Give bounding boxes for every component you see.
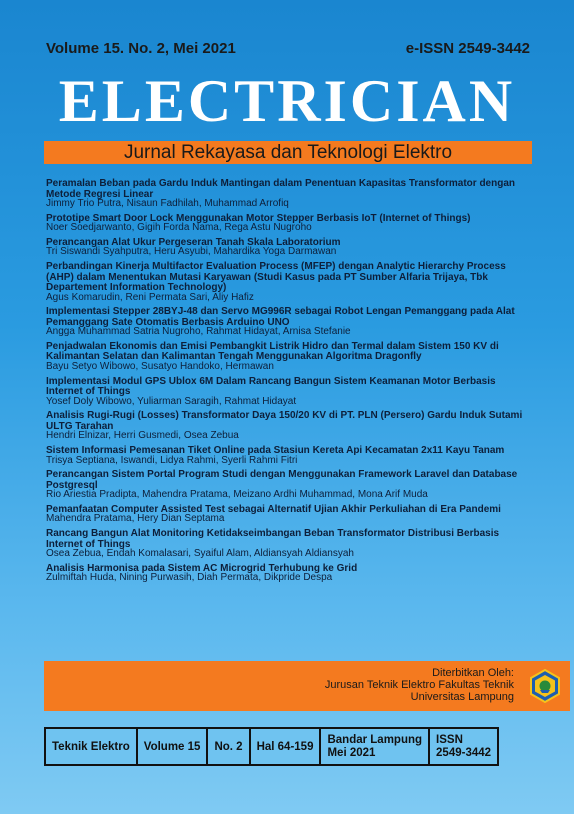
volume-info: Volume 15. No. 2, Mei 2021	[46, 40, 236, 57]
article-authors: Bayu Setyo Wibowo, Susatyo Handoko, Hermawan	[46, 360, 274, 372]
article-title: Prototipe Smart Door Lock Menggunakan Motor Stepper Berbasis IoT (Internet of Things)	[46, 212, 471, 224]
article-title: Implementasi Stepper 28BYJ-48 dan Servo MG996R sebagai Robot Lengan Pemanggang pada Alat Pemanggang Sate Otomatis Berbasis Arduino UNO	[46, 306, 515, 328]
article-item	[46, 377, 530, 408]
article-item	[46, 505, 530, 525]
article-authors: Tri Siswandi Syahputra, Heru Asyubi, Mahardika Yoga Darmawan	[46, 246, 337, 258]
article-item	[46, 179, 530, 210]
info-city: Bandar Lampung	[327, 733, 423, 746]
article-title: Sistem Informasi Pemesanan Tiket Online pada Stasiun Kereta Api Kecamatan 2x11 Kayu Tanam	[46, 445, 505, 456]
article-title: Implementasi Modul GPS Ublox 6M Dalam Rancang Bangun Sistem Keamanan Motor Berbasis Internet of Things	[46, 375, 496, 398]
article-item	[46, 307, 530, 338]
article-title: Perbandingan Kinerja Multifactor Evaluation Process (MFEP) dengan Analytic Hierarchy Process (AHP) dalam Menentukan Mutasi Karyawan (Studi Kasus pada PT Sumber Alfaria Trijaya, Tbk Departement Information Technology)	[46, 261, 506, 294]
article-item	[46, 238, 530, 258]
journal-subtitle: Jurnal Rekayasa dan Teknologi Elektro	[44, 141, 532, 164]
info-date: Mei 2021	[327, 746, 376, 759]
article-item	[46, 411, 530, 442]
article-authors: Hendri Elnizar, Herri Gusmedi, Osea Zebua	[46, 430, 239, 442]
article-title: Analisis Harmonisa pada Sistem AC Microgrid Terhubung ke Grid	[46, 562, 358, 574]
info-place-date	[320, 728, 429, 765]
info-issn-label: ISSN	[436, 733, 463, 746]
info-department: Teknik Elektro	[45, 728, 137, 765]
article-title: Perancangan Alat Ukur Pergeseran Tanah Skala Laboratorium	[46, 236, 341, 248]
article-title: Perancangan Sistem Portal Program Studi dengan Menggunakan Framework Laravel dan Database Postgresql	[46, 469, 518, 491]
article-authors: Mahendra Pratama, Hery Dian Septama	[46, 513, 225, 525]
article-item	[46, 446, 530, 466]
article-item	[46, 564, 530, 584]
article-authors: Yosef Doly Wibowo, Yuliarman Saragih, Rahmat Hidayat	[46, 395, 297, 407]
article-title: Analisis Rugi-Rugi (Losses) Transformator Daya 150/20 KV di PT. PLN (Persero) Gardu Induk Sutami ULTG Tarahan	[46, 410, 523, 432]
university-seal-icon	[528, 669, 562, 703]
article-item	[46, 342, 530, 373]
issn-info: e-ISSN 2549-3442	[405, 40, 530, 57]
article-authors: Angga Muhammad Satria Nugroho, Rahmat Hidayat, Arnisa Stefanie	[46, 326, 351, 338]
article-authors: Trisya Septiana, Iswandi, Lidya Rahmi, Syerli Rahmi Fitri	[46, 454, 298, 466]
issue-header	[46, 40, 530, 57]
article-list	[46, 179, 530, 588]
publisher-department: Jurusan Teknik Elektro Fakultas Teknik	[324, 679, 514, 691]
article-authors: Jimmy Trio Putra, Nisaun Fadhilah, Muhammad Arrofiq	[46, 198, 289, 209]
article-item	[46, 470, 530, 501]
publisher-info	[325, 667, 514, 703]
article-title: Peramalan Beban pada Gardu Induk Mantingan dalam Penentuan Kapasitas Transformator dengan Metode Regresi Linear	[46, 178, 515, 200]
article-item	[46, 214, 530, 234]
info-volume: Volume 15	[137, 728, 208, 765]
publisher-banner	[44, 661, 570, 711]
info-issn	[429, 728, 498, 765]
info-number: No. 2	[207, 728, 249, 765]
issue-info-table	[44, 727, 499, 766]
article-item	[46, 262, 530, 303]
article-item	[46, 529, 530, 560]
article-title: Rancang Bangun Alat Monitoring Ketidakseimbangan Beban Transformator Distribusi Berbasis Internet of Things	[46, 528, 500, 550]
info-pages: Hal 64-159	[250, 728, 321, 765]
publisher-label: Diterbitkan Oleh:	[432, 667, 514, 679]
article-authors: Zulmiftah Huda, Nining Purwasih, Diah Permata, Dikpride Despa	[46, 572, 333, 584]
article-authors: Osea Zebua, Endah Komalasari, Syaiful Alam, Aldiansyah Aldiansyah	[46, 548, 354, 560]
info-issn-value: 2549-3442	[436, 746, 492, 759]
journal-title: ELECTRICIAN	[58, 68, 516, 134]
publisher-university: Universitas Lampung	[410, 691, 514, 703]
article-title: Penjadwalan Ekonomis dan Emisi Pembangkit Listrik Hidro dan Termal dalam Sistem 150 KV di Kalimantan Selatan dan Kalimantan Tengah Menggunakan Algoritma Dragonfly	[46, 340, 499, 363]
article-authors: Rio Ariestia Pradipta, Mahendra Pratama, Meizano Ardhi Muhammad, Mona Arif Muda	[46, 489, 428, 501]
article-authors: Noer Soedjarwanto, Gigih Forda Nama, Rega Astu Nugroho	[46, 222, 312, 234]
article-title: Pemanfaatan Computer Assisted Test sebagai Alternatif Ujian Akhir Perkuliahan di Era Pandemi	[46, 503, 501, 515]
article-authors: Agus Komarudin, Reni Permata Sari, Aliy Hafiz	[46, 291, 254, 303]
